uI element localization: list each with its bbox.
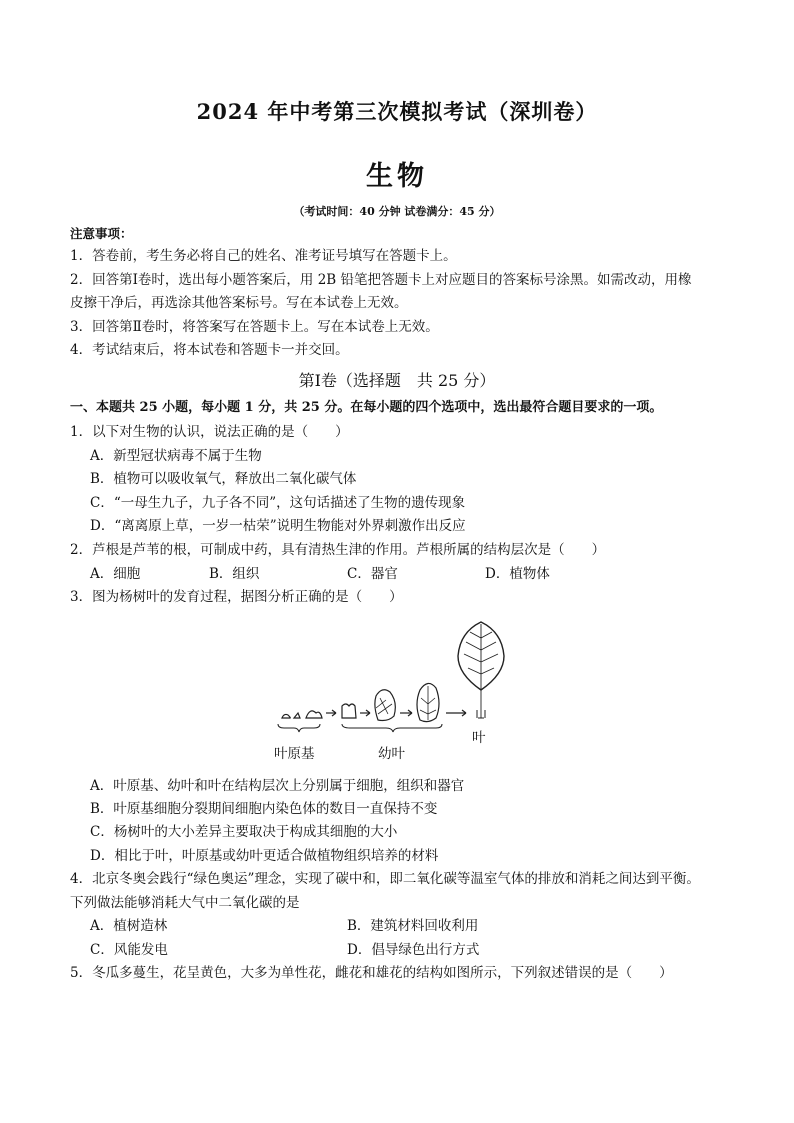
- brace-young-leaf: [342, 724, 442, 732]
- q3-option-d: D．相比于叶，叶原基或幼叶更适合做植物组织培养的材料: [90, 848, 439, 864]
- q3-option-b: B．叶原基细胞分裂期间细胞内染色体的数目一直保持不变: [90, 801, 438, 817]
- q5-stem: 5．冬瓜多蔓生，花呈黄色，大多为单性花，雌花和雄花的结构如图所示，下列叙述错误的是（ ）: [70, 965, 673, 981]
- q3-option-c: C．杨树叶的大小差异主要取决于构成其细胞的大小: [90, 824, 398, 840]
- q1-option-c: C．“一母生九子，九子各不同”，这句话描述了生物的遗传现象: [90, 495, 466, 511]
- q2-option-a: A．细胞: [90, 566, 141, 582]
- exam-title: 2024 年中考第三次模拟考试（深圳卷）: [196, 99, 598, 124]
- q4-option-d: D．倡导绿色出行方式: [347, 942, 480, 958]
- q4-option-b: B．建筑材料回收利用: [347, 918, 479, 934]
- exam-info: （考试时间：40 分钟 试卷满分：45 分）: [293, 205, 501, 218]
- notice-item-2b: 皮擦干净后，再选涂其他答案标号。写在本试卷上无效。: [70, 295, 408, 311]
- q3-option-a: A．叶原基、幼叶和叶在结构层次上分别属于细胞，组织和器官: [90, 778, 465, 794]
- primordium-stage-2: [294, 713, 300, 718]
- q4-option-c: C．风能发电: [90, 942, 168, 958]
- notice-item-1: 1．答卷前，考生务必将自己的姓名、准考证号填写在答题卡上。: [70, 248, 457, 264]
- leaf-development-figure: [270, 618, 510, 742]
- q1-option-a: A．新型冠状病毒不属于生物: [90, 448, 262, 464]
- notice-item-2a: 2．回答第Ⅰ卷时，选出每小题答案后，用 2B 铅笔把答题卡上对应题目的答案标号涂黑。如需改动，用橡: [70, 272, 692, 288]
- q4-option-a: A．植树造林: [90, 918, 168, 934]
- notice-item-4: 4．考试结束后，将本试卷和答题卡一并交回。: [70, 342, 349, 358]
- q4-stem-a: 4．北京冬奥会践行“绿色奥运”理念，实现了碳中和，即二氧化碳等温室气体的排放和消耗之间达到平衡。: [70, 871, 700, 887]
- q2-option-d: D．植物体: [485, 566, 550, 582]
- primordium-stage-3: [306, 711, 322, 718]
- q1-option-b: B．植物可以吸收氧气，释放出二氧化碳气体: [90, 471, 357, 487]
- q1-stem: 1．以下对生物的认识，说法正确的是（ ）: [70, 424, 349, 440]
- q4-stem-b: 下列做法能够消耗大气中二氧化碳的是: [70, 895, 300, 911]
- section-1-instruction: 一、本题共 25 小题，每小题 1 分，共 25 分。在每小题的四个选项中，选出最符合题目要求的一项。: [70, 400, 663, 415]
- q2-stem: 2．芦根是芦苇的根，可制成中药，具有清热生津的作用。芦根所属的结构层次是（ ）: [70, 542, 606, 558]
- young-leaf-veins-2: [376, 698, 392, 714]
- young-leaf-stage-1: [342, 704, 356, 718]
- q2-option-c: C．器官: [347, 566, 398, 582]
- label-young-leaf: 幼叶: [378, 746, 405, 762]
- mature-leaf-veins: [464, 624, 498, 718]
- notice-heading: 注意事项：: [70, 226, 133, 241]
- subject-title: 生物: [366, 161, 428, 192]
- brace-primordium: [278, 724, 320, 732]
- notice-item-3: 3．回答第Ⅱ卷时，将答案写在答题卡上。写在本试卷上无效。: [70, 319, 439, 335]
- section-1-title: 第Ⅰ卷（选择题 共 25 分）: [298, 371, 496, 390]
- label-leaf: 叶: [472, 730, 486, 746]
- primordium-stage-1: [282, 714, 290, 718]
- young-leaf-veins-3: [420, 686, 436, 720]
- label-leaf-primordium: 叶原基: [274, 746, 315, 762]
- q2-option-b: B．组织: [209, 566, 260, 582]
- q3-stem: 3．图为杨树叶的发育过程，据图分析正确的是（ ）: [70, 589, 403, 605]
- young-leaf-stage-2: [375, 690, 395, 721]
- q1-option-d: D．“离离原上草，一岁一枯荣”说明生物能对外界刺激作出反应: [90, 518, 466, 534]
